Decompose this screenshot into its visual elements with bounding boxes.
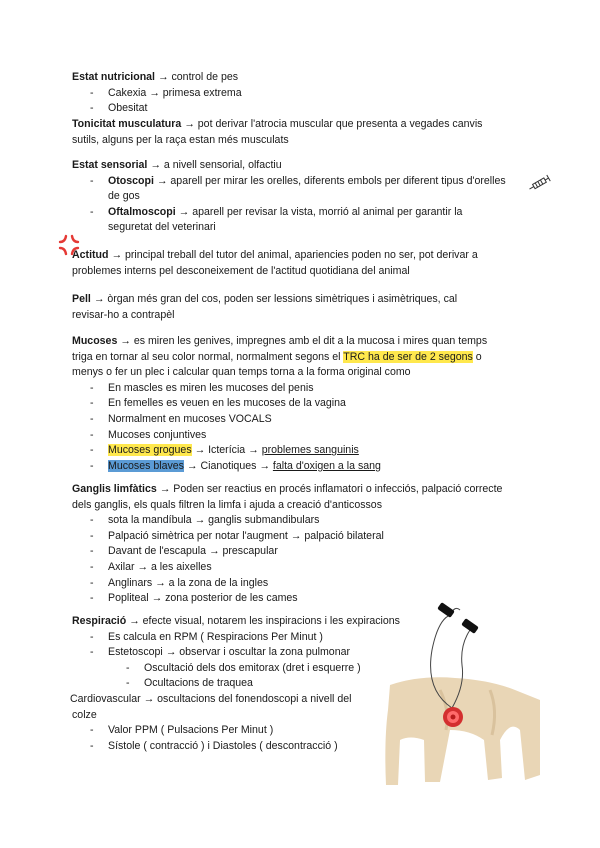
- section-desc: → a nivell sensorial, olfactiu: [150, 159, 282, 171]
- section-desc-cont: sutils, alguns per la raça estan més musculats: [72, 133, 289, 146]
- list-item: - Sístole ( contracció ) i Diastoles ( descontracció ): [72, 739, 532, 755]
- list-item: - Anglinars → a la zona de la ingles: [72, 576, 532, 592]
- section-title: Estat nutricional: [72, 71, 155, 83]
- highlight-grogues: Mucoses grogues: [108, 444, 192, 457]
- item-desc-cont: de gos: [108, 190, 140, 203]
- list-item: - Mucoses conjuntives: [72, 428, 532, 444]
- item-desc: → aparell per mirar les orelles, diferents embols per diferent tipus d'orelles: [156, 174, 506, 187]
- text-run: → Cianotiques →: [183, 459, 273, 472]
- section-pell: [72, 292, 532, 323]
- cardio-line: Cardiovascular → oscultacions del fonendoscopi a nivell del: [70, 692, 352, 705]
- section-title: Estat sensorial: [72, 159, 148, 171]
- list-item: - Axilar → a les aixelles: [72, 560, 532, 576]
- section-mucoses: [72, 334, 532, 474]
- dog-stethoscope-illustration: [380, 590, 540, 790]
- section-title: Pell: [72, 293, 91, 305]
- list-item: - En mascles es miren les mucoses del penis: [72, 381, 532, 397]
- item-title: Otoscopi: [108, 174, 154, 187]
- section-title: Mucoses: [72, 335, 118, 347]
- section-desc-cont: revisar-ho a contrapèl: [72, 308, 175, 321]
- underlined-text: problemes sanguinis: [261, 444, 359, 457]
- section-desc: → pot derivar l'atrocia muscular que presenta a vegades canvis: [184, 118, 483, 130]
- section-estat-nutricional: [72, 70, 532, 117]
- list-item: - Cakexia → primesa extrema: [72, 86, 532, 102]
- list-item: - Valor PPM ( Pulsacions Per Minut ): [72, 723, 532, 739]
- list-item: - Davant de l'escapula → prescapular: [72, 544, 532, 560]
- list-item: - En femelles es veuen en les mucoses de la vagina: [72, 396, 532, 412]
- section-estat-sensorial: [72, 158, 532, 236]
- section-desc-cont: [72, 350, 532, 366]
- section-tonicitat: [72, 117, 532, 148]
- cardio-line-cont: colze: [72, 708, 97, 721]
- highlight-blaves: Mucoses blaves: [108, 459, 184, 472]
- list-item: - Normalment en mucoses VOCALS: [72, 412, 532, 428]
- list-item: - Es calcula en RPM ( Respiracions Per Minut ): [72, 630, 532, 646]
- text-run: → Icterícia →: [191, 444, 262, 457]
- list-item: - Palpació simètrica per notar l'augment → palpació bilateral: [72, 529, 532, 545]
- section-desc: → Poden ser reactius en procés inflamatori o infecciós, palpació correcte: [159, 483, 503, 495]
- section-desc: → control de pes: [157, 71, 239, 83]
- sub-list-item: - Oscultació dels dos emitorax (dret i esquerre ): [72, 661, 532, 677]
- list-item: - Estetoscopi → observar i oscultar la zona pulmonar: [72, 645, 532, 661]
- section-desc: → principal treball del tutor del animal, apariencies poden no ser, pot derivar a: [111, 249, 478, 261]
- list-item-oftalmoscopi: [72, 205, 532, 221]
- syringe-icon: [526, 172, 556, 194]
- highlight-trc: TRC ha de ser de 2 segons: [343, 350, 473, 363]
- list-item-grogues: [72, 443, 532, 459]
- section-actitud: [72, 248, 532, 279]
- item-title: Oftalmoscopi: [108, 205, 176, 218]
- sub-list-item: - Ocultacions de traquea: [72, 676, 532, 692]
- section-ganglis: [72, 482, 532, 607]
- text-run: triga en tornar al seu color normal, normalment segons el: [72, 350, 344, 363]
- underlined-text: falta d'oxigen a la sang: [272, 459, 381, 472]
- section-desc: → es miren les genives, impregnes amb el dit a la mucosa i mires quan temps: [120, 335, 488, 347]
- section-title: Respiració: [72, 615, 127, 627]
- section-desc: → òrgan més gran del cos, poden ser lessions simètriques i asimètriques, cal: [93, 293, 458, 305]
- section-title: Tonicitat musculatura: [72, 118, 182, 130]
- section-desc-cont: menys o fer un plec i calcular quan temps torna a la forma original como: [72, 366, 411, 379]
- section-desc-cont: problemes interns pel desconeixement de l'actitud quotidiana del animal: [72, 264, 410, 277]
- list-item-blaves: [72, 459, 532, 475]
- section-title: Actitud: [72, 249, 109, 261]
- item-desc-cont: seguretat del veterinari: [108, 221, 216, 234]
- list-item: - Obesitat: [72, 101, 532, 117]
- text-run: o: [472, 350, 482, 363]
- section-desc-cont: dels ganglis, els quals filtren la limfa i ajuda a creació d'anticossos: [72, 498, 382, 511]
- section-desc: → efecte visual, notarem les inspiracions i les expiracions: [129, 615, 400, 627]
- item-desc: → aparell per revisar la vista, morrió al animal per garantir la: [178, 205, 463, 218]
- list-item: - Popliteal → zona posterior de les cames: [72, 591, 532, 607]
- section-title: Ganglis limfàtics: [72, 483, 157, 495]
- list-item: - sota la mandíbula → ganglis submandibulars: [72, 513, 532, 529]
- list-item-otoscopi: [72, 174, 532, 190]
